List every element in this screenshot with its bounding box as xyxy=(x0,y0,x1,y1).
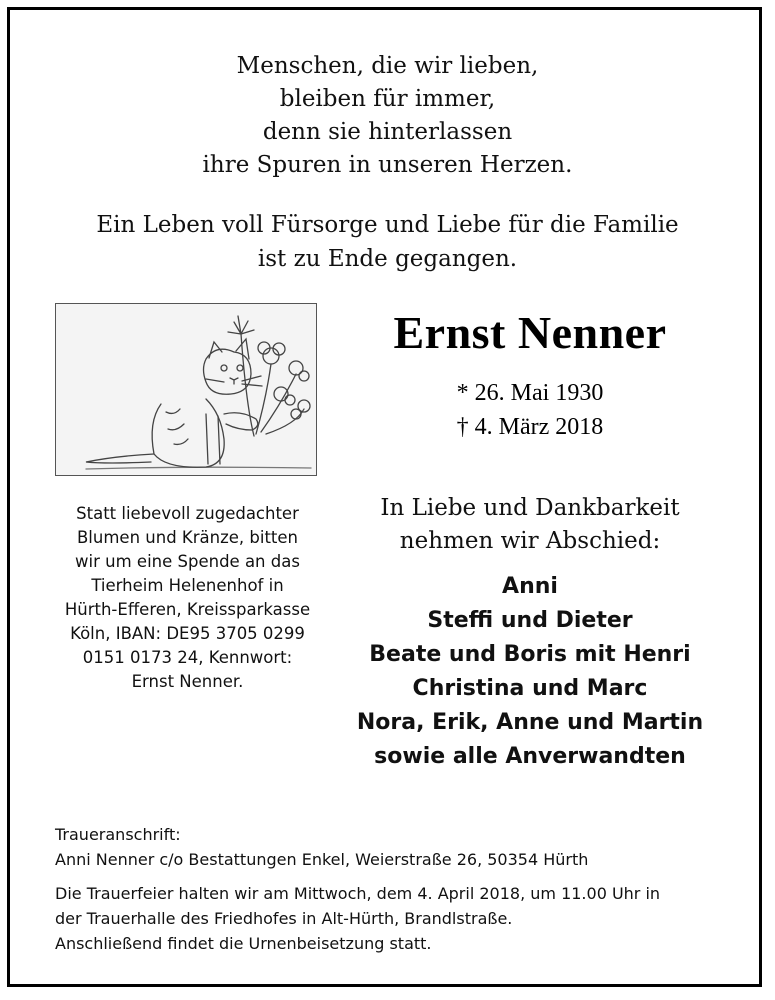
donation-request xyxy=(40,502,335,694)
poem xyxy=(10,50,765,182)
donation-line: Blumen und Kränze, bitten xyxy=(76,528,298,547)
farewell-line: nehmen wir Abschied: xyxy=(399,528,661,554)
donation-line: Ernst Nenner. xyxy=(131,672,244,691)
intro-line: Ein Leben voll Fürsorge und Liebe für die Familie xyxy=(96,212,679,238)
donation-line: wir um eine Spende an das xyxy=(75,552,300,571)
donation-line: Hürth-Efferen, Kreissparkasse xyxy=(64,600,311,619)
intro-text xyxy=(10,208,765,276)
poem-line: bleiben für immer, xyxy=(279,86,496,112)
mourner: sowie alle Anverwandten xyxy=(374,744,686,769)
mourner: Beate und Boris mit Henri xyxy=(369,642,691,667)
farewell-line: In Liebe und Dankbarkeit xyxy=(380,495,680,521)
mourner: Steffi und Dieter xyxy=(427,608,633,633)
donation-line: Köln, IBAN: DE95 3705 0299 xyxy=(70,624,305,643)
poem-line: denn sie hinterlassen xyxy=(262,119,513,145)
birth-date: * 26. Mai 1930 xyxy=(456,380,604,406)
deceased-name: Ernst Nenner xyxy=(393,307,667,358)
mourner: Nora, Erik, Anne und Martin xyxy=(356,710,704,735)
ceremony-line: Anschließend findet die Urnenbeisetzung statt. xyxy=(55,934,432,953)
donation-line: Tierheim Helenenhof in xyxy=(91,576,284,595)
intro-line: ist zu Ende gegangen. xyxy=(257,246,518,272)
ceremony-line: Die Trauerfeier halten wir am Mittwoch, dem 4. April 2018, um 11.00 Uhr in xyxy=(55,884,661,903)
mourners-list xyxy=(320,570,740,774)
life-dates xyxy=(350,376,710,444)
donation-line: Statt liebevoll zugedachter xyxy=(76,504,299,523)
ceremony-info xyxy=(55,881,755,956)
donation-line: 0151 0173 24, Kennwort: xyxy=(82,648,293,667)
cat-with-flowers-drawing-icon xyxy=(55,303,317,476)
poem-line: ihre Spuren in unseren Herzen. xyxy=(202,152,573,178)
mourner: Anni xyxy=(502,574,558,599)
mourning-address xyxy=(55,822,745,872)
ceremony-line: der Trauerhalle des Friedhofes in Alt-Hürth, Brandlstraße. xyxy=(55,909,513,928)
death-date: † 4. März 2018 xyxy=(456,414,604,440)
address-label: Traueranschrift: xyxy=(55,825,181,844)
farewell-text xyxy=(350,492,710,558)
mourner: Christina und Marc xyxy=(412,676,648,701)
obituary-notice xyxy=(7,7,762,987)
poem-line: Menschen, die wir lieben, xyxy=(236,53,539,79)
address-value: Anni Nenner c/o Bestattungen Enkel, Weierstraße 26, 50354 Hürth xyxy=(55,850,589,869)
